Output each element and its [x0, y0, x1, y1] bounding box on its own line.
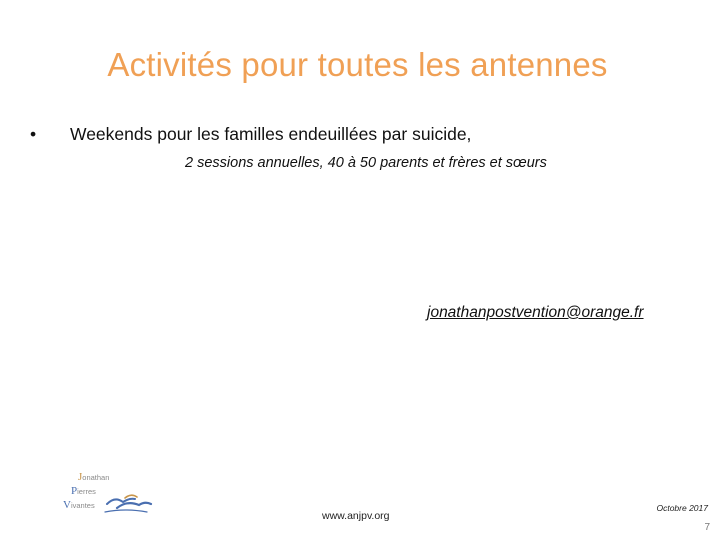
bullet-text: Weekends pour les familles endeuillées par suicide,	[70, 124, 472, 144]
logo-initial-p: P	[71, 485, 78, 497]
footer-date: Octobre 2017	[656, 503, 708, 513]
logo-initial-v: V	[63, 499, 71, 511]
logo-word-3: ivantes	[70, 501, 95, 510]
logo-line-1	[78, 472, 109, 483]
logo-initial-j: J	[78, 471, 83, 483]
bullet-icon: •	[30, 124, 37, 144]
slide-title: Activités pour toutes les antennes	[107, 46, 608, 83]
logo-word-1: onathan	[82, 473, 110, 482]
bullet-item	[30, 124, 471, 145]
organization-logo	[55, 468, 155, 520]
logo-word-2: ierres	[77, 487, 96, 496]
website-link[interactable]: www.anjpv.org	[322, 510, 390, 522]
logo-line-2	[71, 486, 96, 497]
page-number: 7	[704, 522, 710, 533]
email-link[interactable]: jonathanpostvention@orange.fr	[427, 304, 644, 321]
sub-text: 2 sessions annuelles, 40 à 50 parents et frères et sœurs	[185, 155, 547, 171]
logo-line-3	[63, 500, 95, 511]
